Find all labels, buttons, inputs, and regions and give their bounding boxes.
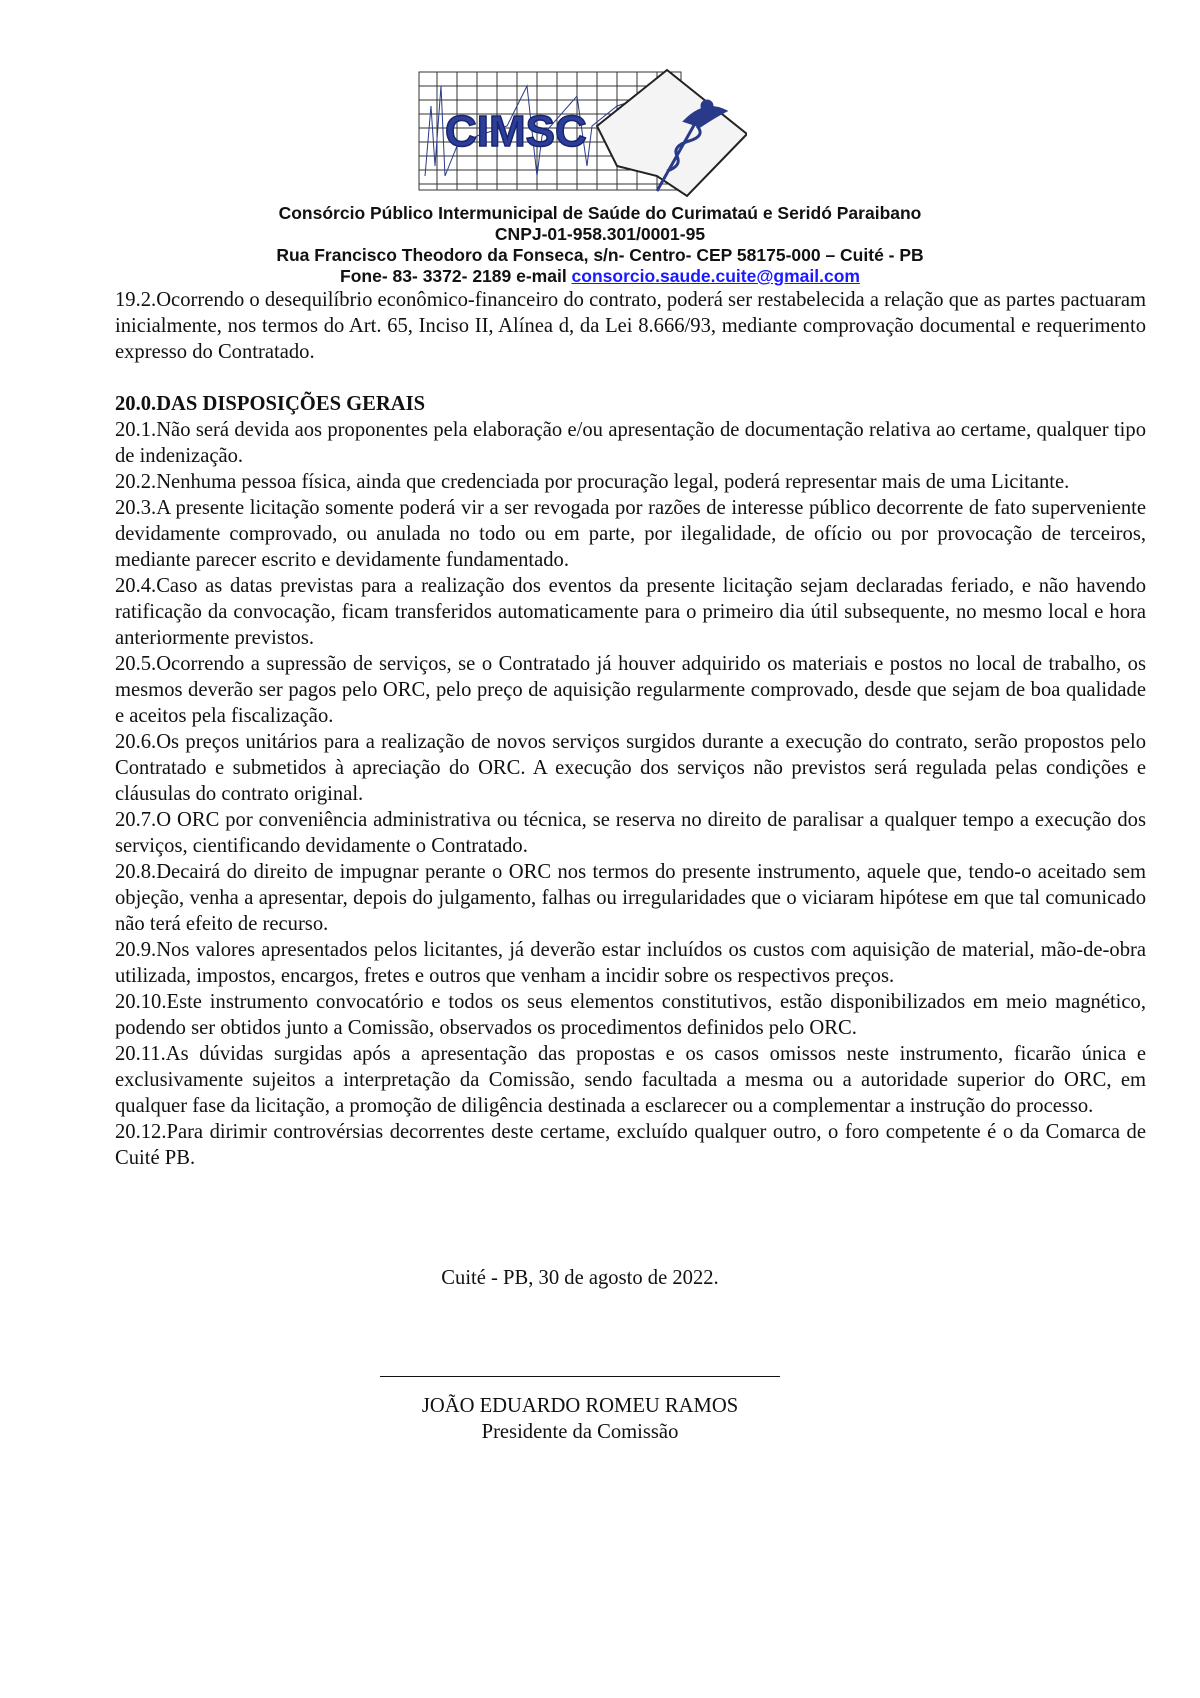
cnpj: CNPJ-01-958.301/0001-95: [494, 224, 706, 244]
contact-line: [0, 266, 1200, 287]
clause: 20.9.Nos valores apresentados pelos licitantes, já deverão estar incluídos os custos com aquisição de material, mão-de-obra utilizada, impostos, encargos, fretes e outros que venham a incidir sobre os respectivos preços.: [115, 939, 1146, 987]
cimsc-logo: [417, 66, 747, 201]
clause: 20.10.Este instrumento convocatório e todos os seus elementos constitutivos, estão disponibilizados em meio magnético, podendo ser obtidos junto a Comissão, observados os procedimentos definidos pelo ORC.: [115, 991, 1146, 1039]
date-line: Cuité - PB, 30 de agosto de 2022.: [441, 1267, 719, 1289]
letterhead: [0, 203, 1200, 287]
signature-block: [380, 1393, 780, 1445]
clause: 20.8.Decairá do direito de impugnar perante o ORC nos termos do presente instrumento, aquele que, tendo-o aceitado sem objeção, venha a apresentar, depois do julgamento, falhas ou irregularidades que o viciaram hipótese em que tal comunicado não terá efeito de recurso.: [115, 861, 1146, 935]
phone: Fone- 83- 3372- 2189 e-mail: [340, 266, 572, 286]
clause: 20.7.O ORC por conveniência administrativa ou técnica, se reserva no direito de paralisar a qualquer tempo a execução dos serviços, cientificando devidamente o Contratado.: [115, 809, 1146, 857]
clause: 20.11.As dúvidas surgidas após a apresentação das propostas e os casos omissos neste instrumento, ficarão única e exclusivamente sujeitos a interpretação da Comissão, sendo facultada a mesma ou a autoridade superior do ORC, em qualquer fase da licitação, a promoção de diligência destinada a esclarecer ou a complementar a instrução do processo.: [115, 1043, 1146, 1117]
clause: 20.6.Os preços unitários para a realização de novos serviços surgidos durante a execução do contrato, serão propostos pelo Contratado e submetidos à apreciação do ORC. A execução dos serviços não previstos será regulada pelas condições e cláusulas do contrato original.: [115, 731, 1146, 805]
clause-19-2: 19.2.Ocorrendo o desequilíbrio econômico-financeiro do contrato, poderá ser restabelecida a relação que as partes pactuaram inicialmente, nos termos do Art. 65, Inciso II, Alínea d, da Lei 8.666/93, mediante comprovação documental e requerimento expresso do Contratado.: [115, 289, 1146, 363]
clause: 20.3.A presente licitação somente poderá vir a ser revogada por razões de interesse público decorrente de fato superveniente devidamente comprovado, ou anulada no todo ou em parte, por ilegalidade, de ofício ou por provocação de terceiros, mediante parecer escrito e devidamente fundamentado.: [115, 497, 1146, 571]
section-title: 20.0.DAS DISPOSIÇÕES GERAIS: [115, 393, 426, 415]
email-link[interactable]: consorcio.saude.cuite@gmail.com: [571, 266, 860, 286]
clause: 20.5.Ocorrendo a supressão de serviços, se o Contratado já houver adquirido os materiais e postos no local de trabalho, os mesmos deverão ser pagos pelo ORC, pelo preço de aquisição regularmente comprovado, desde que sejam de boa qualidade e aceitos pela fiscalização.: [115, 653, 1146, 727]
signer-role: Presidente da Comissão: [481, 1421, 679, 1443]
logo-text: CIMSC: [445, 107, 587, 156]
signature-line: [380, 1376, 780, 1377]
org-name: Consórcio Público Intermunicipal de Saúde do Curimataú e Seridó Paraibano: [278, 203, 922, 223]
signer-name: JOÃO EDUARDO ROMEU RAMOS: [421, 1395, 739, 1417]
clause: 20.12.Para dirimir controvérsias decorrentes deste certame, excluído qualquer outro, o foro competente é o da Comarca de Cuité PB.: [115, 1121, 1146, 1169]
address: Rua Francisco Theodoro da Fonseca, s/n- Centro- CEP 58175-000 – Cuité - PB: [276, 245, 924, 265]
document-body: [115, 287, 1146, 1171]
clause: 20.1.Não será devida aos proponentes pela elaboração e/ou apresentação de documentação relativa ao certame, qualquer tipo de indenização.: [115, 419, 1146, 467]
clause: 20.2.Nenhuma pessoa física, ainda que credenciada por procuração legal, poderá representar mais de uma Licitante.: [115, 471, 1070, 493]
clause: 20.4.Caso as datas previstas para a realização dos eventos da presente licitação sejam declaradas feriado, e não havendo ratificação da convocação, ficam transferidos automaticamente para o primeiro dia útil subsequente, no mesmo local e hora anteriormente previstos.: [115, 575, 1146, 649]
